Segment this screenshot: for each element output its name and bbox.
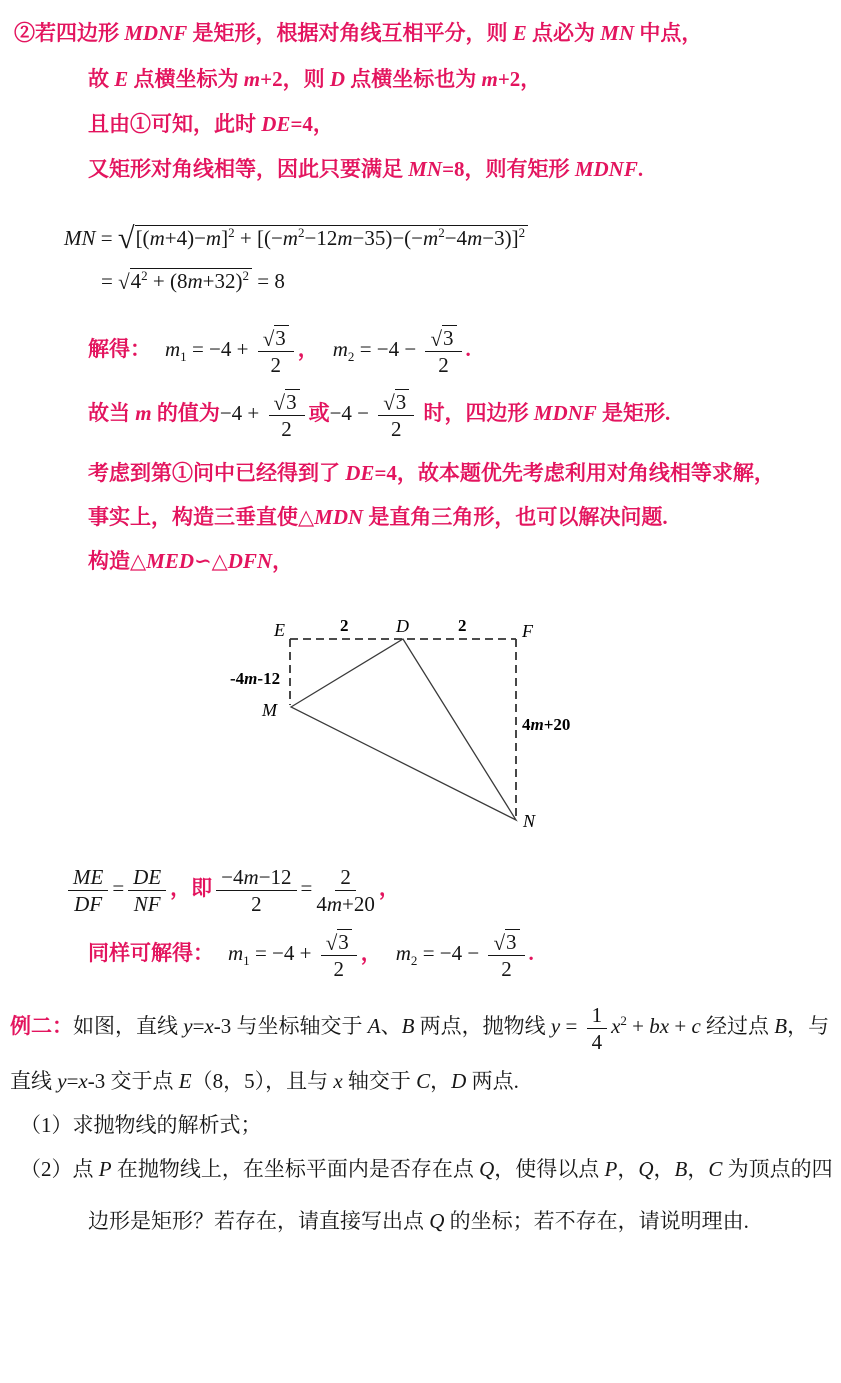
remark-line1: 考虑到第①问中已经得到了 DE=4，故本题优先考虑利用对角线相等求解，	[88, 461, 775, 485]
ratio-equation-line	[64, 865, 400, 915]
fraction-DE-NF: $\frac{DE}{NF}$	[128, 865, 166, 915]
solve2-label: 同样可解得：	[88, 940, 214, 965]
para-step2-line2: 故 E 点横坐标为 m+2，则 D 点横坐标也为 m+2，	[88, 67, 542, 91]
solution-line	[88, 326, 471, 376]
end-period: .	[528, 940, 534, 965]
point-label-M: M	[262, 700, 277, 720]
fraction-sqrt3-over-2: $\frac{√3}{2}$	[258, 326, 294, 376]
point-label-D: D	[396, 616, 409, 636]
fraction-sqrt3-over-2: $\frac{√3}{2}$	[425, 326, 461, 376]
formula-mn-line1	[64, 216, 528, 254]
root-m1: $m_1 = -4$ +	[165, 336, 254, 365]
formula-lhs: MN =	[64, 226, 118, 250]
or-word: 或	[308, 400, 330, 425]
formula-mn-line2	[101, 268, 285, 294]
radical-sign: √	[118, 270, 130, 294]
segment-length-ED: 2	[340, 616, 349, 635]
radical-expression	[118, 269, 252, 293]
para-step2-line4: 又矩形对角线相等，因此只要满足 MN=8，则有矩形 MDNF.	[88, 157, 644, 181]
equals-sign: =	[300, 875, 313, 900]
value-1: −4 +	[219, 400, 265, 425]
namely-word: 即	[191, 875, 213, 900]
end-period: .	[465, 336, 471, 361]
triangle-MDN	[291, 639, 516, 820]
example2-paragraph-line1	[10, 1003, 829, 1053]
radicand: $4^2 + (8m+32)^2$	[130, 268, 252, 293]
similar-triangles-diagram	[220, 608, 600, 853]
result-value: = 8	[252, 269, 285, 293]
root-m2: $m_2 = -4$ −	[395, 940, 485, 969]
radical-sign: √	[117, 221, 135, 255]
fraction-1-over-4: $\frac{1}{4}$	[587, 1003, 608, 1053]
root-m2: $m_2 = -4$ −	[332, 336, 422, 365]
segment-length-FN: 4m+20	[522, 715, 571, 734]
example2-label: 例二：	[10, 1013, 73, 1038]
equals-sign: =	[101, 269, 119, 293]
conclusion-suffix: 时，四边形 MDNF 是矩形.	[418, 400, 671, 425]
fraction-2-over-4m20: $\frac{2}{4m+20}$	[316, 865, 375, 917]
separator-comma: ，	[297, 336, 319, 361]
fraction-sqrt3-over-2: $\frac{√3}{2}$	[269, 390, 305, 440]
remark-line2: 事实上，构造三垂直使△MDN 是直角三角形，也可以解决问题.	[88, 505, 668, 529]
radical-expression	[117, 221, 528, 255]
fraction-sqrt3-over-2: $\frac{√3}{2}$	[378, 390, 414, 440]
example2-text-a: 如图，直线 y=x-3 与坐标轴交于 A、B 两点，抛物线 y =	[73, 1013, 583, 1038]
fraction-ME-DF: $\frac{ME}{DF}$	[68, 865, 108, 915]
solution-line-2	[88, 930, 534, 980]
separator-comma: ，	[360, 940, 382, 965]
question-2-line1: （2）点 P 在抛物线上，在坐标平面内是否存在点 Q，使得以点 P，Q，B，C 为顶点的四	[20, 1157, 833, 1181]
para-step2-line3: 且由①可知，此时 DE=4，	[88, 112, 334, 136]
example2-text-b: $x^2$ + bx + c 经过点 B，与	[611, 1012, 830, 1038]
conclusion-line	[88, 390, 670, 440]
conclusion-prefix: 故当 m 的值为	[88, 400, 220, 425]
remark-line3: 构造△MED∽△DFN，	[88, 549, 294, 573]
radicand: $[(m+4)-m]^2 + [(-m^2-12m-35)-(-m^2-4m-3)]^2$	[135, 225, 529, 250]
value-2: −4 −	[329, 400, 375, 425]
root-m1: $m_1 = -4$ +	[228, 940, 317, 969]
para-step2-intro: ②若四边形 MDNF 是矩形，根据对角线互相平分，则 E 点必为 MN 中点，	[14, 21, 703, 45]
fraction-neg4m12-over-2: $\frac{-4m-12}{2}$	[216, 865, 296, 915]
point-label-E: E	[274, 620, 285, 640]
solve-label: 解得：	[88, 336, 151, 361]
point-label-F: F	[522, 621, 533, 641]
point-label-N: N	[523, 811, 536, 831]
fraction-sqrt3-over-2: $\frac{√3}{2}$	[488, 930, 524, 980]
example2-paragraph-line2: 直线 y=x-3 交于点 E（8，5），且与 x 轴交于 C，D 两点.	[10, 1069, 519, 1093]
equals-sign: =	[112, 875, 125, 900]
question-1: （1）求抛物线的解析式；	[20, 1113, 262, 1137]
question-2-line2: 边形是矩形？若存在，请直接写出点 Q 的坐标；若不存在，请说明理由.	[88, 1209, 749, 1233]
fraction-sqrt3-over-2: $\frac{√3}{2}$	[321, 930, 357, 980]
segment-length-DF: 2	[458, 616, 467, 635]
separator-comma: ，	[170, 875, 192, 900]
segment-length-EM: -4m-12	[230, 669, 281, 688]
end-comma: ，	[378, 875, 400, 900]
